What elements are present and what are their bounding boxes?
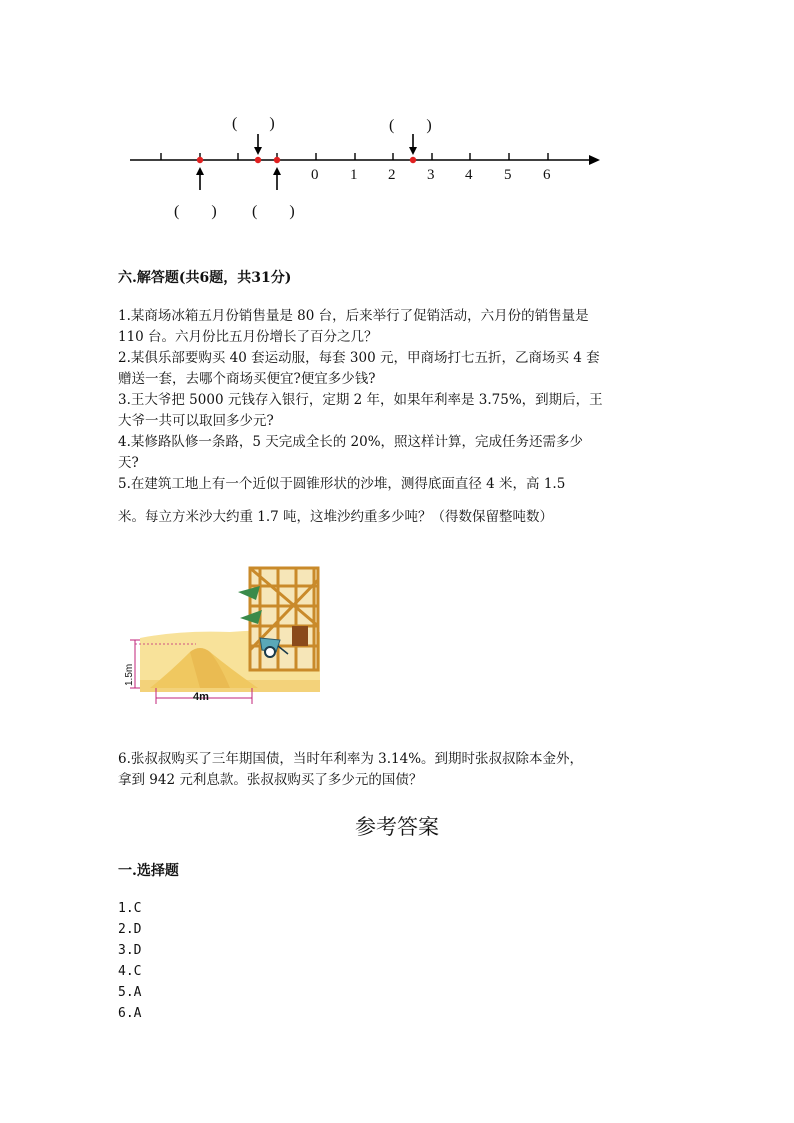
question-line: 1.某商场冰箱五月份销售量是 80 台，后来举行了促销活动，六月份的销售量是 [118, 308, 589, 324]
question-6 [118, 749, 678, 791]
answers-section-title: 一.选择题 [118, 863, 179, 879]
answer-item: 4.C [118, 964, 142, 979]
answer-blank: ( ) [174, 203, 217, 220]
point-b [255, 157, 261, 163]
tick-label-6: 6 [543, 167, 551, 183]
point-d [410, 157, 416, 163]
answer-item: 3.D [118, 943, 142, 958]
up-arrow-icon [196, 167, 204, 190]
answer-list [118, 898, 141, 1024]
tick-label-1: 1 [350, 167, 358, 183]
question-line: 拿到 942 元利息款。张叔叔购买了多少元的国债？ [118, 772, 423, 788]
diameter-label: 4m [193, 691, 209, 703]
answer-item: 6.A [118, 1006, 142, 1021]
question-line: 6.张叔叔购买了三年期国债，当时年利率为 3.14%。到期时张叔叔除本金外， [118, 751, 584, 767]
answer-item: 1.C [118, 901, 142, 916]
answer-blank: ( ) [389, 117, 432, 134]
tick-label-0: 0 [311, 167, 319, 183]
question-line: 5.在建筑工地上有一个近似于圆锥形状的沙堆，测得底面直径 4 米，高 1.5 [118, 476, 566, 492]
question-line: 3.王大爷把 5000 元钱存入银行，定期 2 年，如果年利率是 3.75%，到期后，王 [118, 392, 603, 408]
section-title: 六.解答题(共6题，共31分) [118, 270, 292, 286]
question-line: 2.某俱乐部要购买 40 套运动服，每套 300 元，甲商场打七五折，乙商场买 4 套 [118, 350, 600, 366]
tick-label-4: 4 [465, 167, 473, 183]
answer-item: 5.A [118, 985, 142, 1000]
question-line: 天? [118, 455, 139, 471]
question-line: 米。每立方米沙大约重 1.7 吨，这堆沙约重多少吨？（得数保留整吨数） [118, 509, 554, 525]
question-line: 110 台。六月份比五月份增长了百分之几？ [118, 329, 378, 345]
tick-label-2: 2 [388, 167, 396, 183]
ticks [161, 153, 548, 160]
answer-blank: ( ) [252, 203, 295, 220]
point-a [197, 157, 203, 163]
tick-label-5: 5 [504, 167, 512, 183]
sand-pile-illustration [120, 560, 330, 710]
answer-item: 2.D [118, 922, 142, 937]
question-1 [118, 306, 678, 495]
tick-label-3: 3 [427, 167, 435, 183]
height-label: 1.5m [124, 663, 135, 686]
question-line: 赠送一套，去哪个商场买便宜?便宜多少钱? [118, 371, 376, 387]
point-c [274, 157, 280, 163]
question-line: 大爷一共可以取回多少元? [118, 413, 274, 429]
up-arrow-icon [273, 167, 281, 190]
down-arrow-icon [254, 134, 262, 155]
answer-blank: ( ) [232, 115, 275, 132]
down-arrow-icon [409, 134, 417, 155]
question-line: 4.某修路队修一条路，5 天完成全长的 20%，照这样计算，完成任务还需多少 [118, 434, 584, 450]
answer-title: 参考答案 [355, 815, 439, 839]
